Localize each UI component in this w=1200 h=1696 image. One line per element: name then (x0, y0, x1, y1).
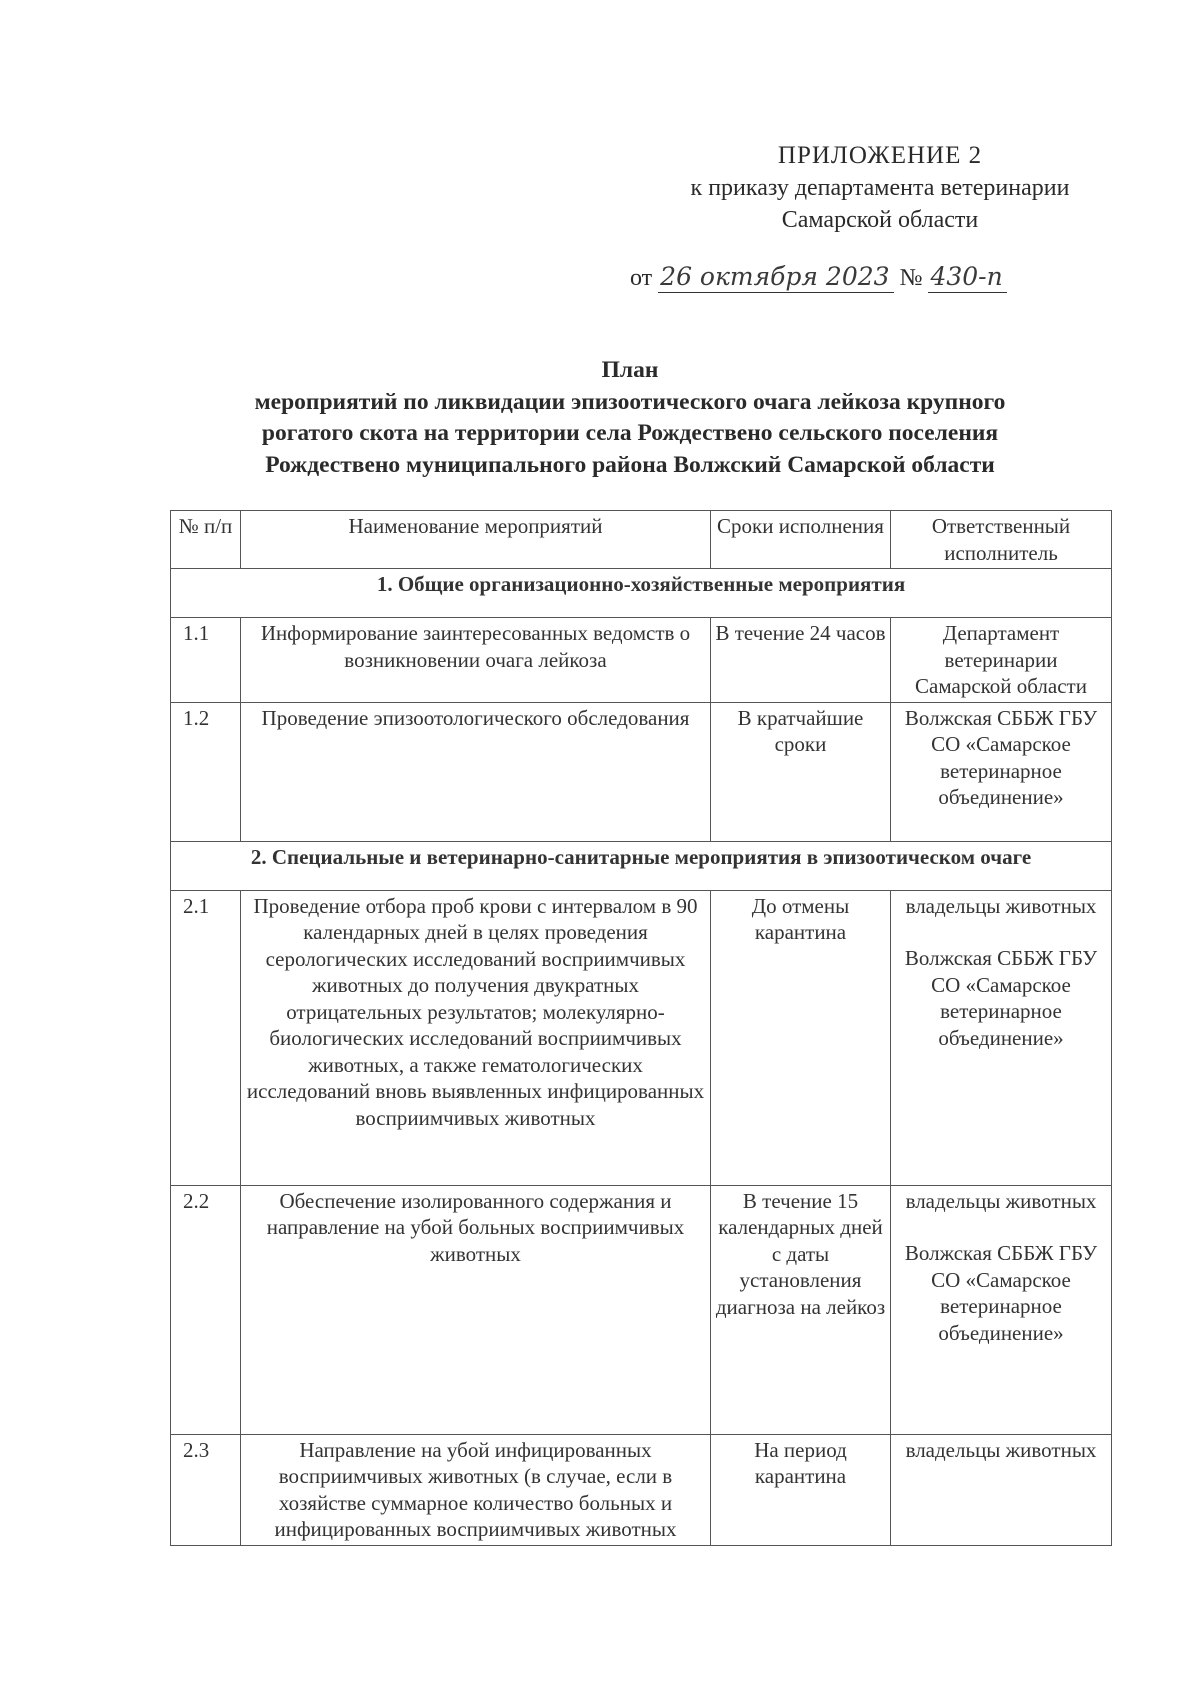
header-responsible: Ответственный исполнитель (891, 511, 1112, 569)
row-deadline: На период карантина (711, 1434, 891, 1545)
row-num: 2.1 (171, 890, 241, 1185)
plan-title: План (601, 357, 659, 383)
row-num: 1.2 (171, 702, 241, 841)
table-row (171, 1434, 1112, 1545)
table-row (171, 890, 1112, 1185)
row-responsible: Волжская СББЖ ГБУ СО «Самарское ветеринарное объединение» (891, 702, 1112, 841)
appendix-line-1: к приказу департамента ветеринарии (690, 175, 1070, 201)
table-row (171, 702, 1112, 841)
order-prefix: от (630, 265, 653, 291)
row-responsible-service: Волжская СББЖ ГБУ СО «Самарское ветеринарное объединение» (904, 1241, 1098, 1345)
row-deadline: В кратчайшие сроки (711, 702, 891, 841)
row-responsible: владельцы животных (891, 1434, 1112, 1545)
row-name: Обеспечение изолированного содержания и направление на убой больных восприимчивых животных (241, 1185, 711, 1434)
table-row (171, 618, 1112, 703)
header-num: № п/п (171, 511, 241, 569)
appendix-title: ПРИЛОЖЕНИЕ 2 (777, 142, 983, 169)
header-deadline: Сроки исполнения (711, 511, 891, 569)
row-responsible-service: Волжская СББЖ ГБУ СО «Самарское ветеринарное объединение» (904, 946, 1098, 1050)
plan-heading (180, 355, 1080, 481)
row-num: 2.2 (171, 1185, 241, 1434)
row-name: Направление на убой инфицированных восприимчивых животных (в случае, если в хозяйстве суммарное количество больных и инфицированных восприимчивых животных (241, 1434, 711, 1545)
header-name: Наименование мероприятий (241, 511, 711, 569)
row-responsible (891, 890, 1112, 1185)
appendix-block (640, 140, 1120, 236)
row-deadline: До отмены карантина (711, 890, 891, 1185)
appendix-line-2: Самарской области (781, 207, 979, 233)
section-row-1 (171, 569, 1112, 618)
order-number-handwritten: 430-п (928, 262, 1006, 293)
order-number-label: № (899, 265, 923, 291)
row-name: Проведение эпизоотологического обследования (241, 702, 711, 841)
order-line (630, 262, 1130, 292)
row-responsible-owners: владельцы животных (905, 893, 1097, 918)
row-deadline: В течение 24 часов (711, 618, 891, 703)
order-date-handwritten: 26 октября 2023 (658, 262, 893, 293)
section-title-2: 2. Специальные и ветеринарно-санитарные мероприятия в эпизоотическом очаге (171, 841, 1112, 890)
plan-table (170, 510, 1112, 1546)
row-responsible: Департамент ветеринарии Самарской области (891, 618, 1112, 703)
table-row (171, 1185, 1112, 1434)
row-num: 2.3 (171, 1434, 241, 1545)
row-responsible-owners: владельцы животных (905, 1188, 1097, 1213)
section-title-1: 1. Общие организационно-хозяйственные мероприятия (171, 569, 1112, 618)
plan-heading-line-4: Рождествено муниципального района Волжский Самарской области (265, 451, 995, 478)
plan-heading-line-2: мероприятий по ликвидации эпизоотического очага лейкоза крупного (254, 388, 1006, 415)
row-num: 1.1 (171, 618, 241, 703)
row-responsible (891, 1185, 1112, 1434)
row-deadline: В течение 15 календарных дней с даты установления диагноза на лейкоз (711, 1185, 891, 1434)
plan-heading-line-3: рогатого скота на территории села Рождествено сельского поселения (261, 420, 999, 446)
row-name: Информирование заинтересованных ведомств о возникновении очага лейкоза (241, 618, 711, 703)
section-row-2 (171, 841, 1112, 890)
table-header-row (171, 511, 1112, 569)
row-name: Проведение отбора проб крови с интервалом в 90 календарных дней в целях проведения серологических исследований восприимчивых животных до получения двукратных отрицательных результатов; молекулярно-биологических исследований восприимчивых животных, а также гематологических исследований вновь выявленных инфицированных восприимчивых животных (241, 890, 711, 1185)
